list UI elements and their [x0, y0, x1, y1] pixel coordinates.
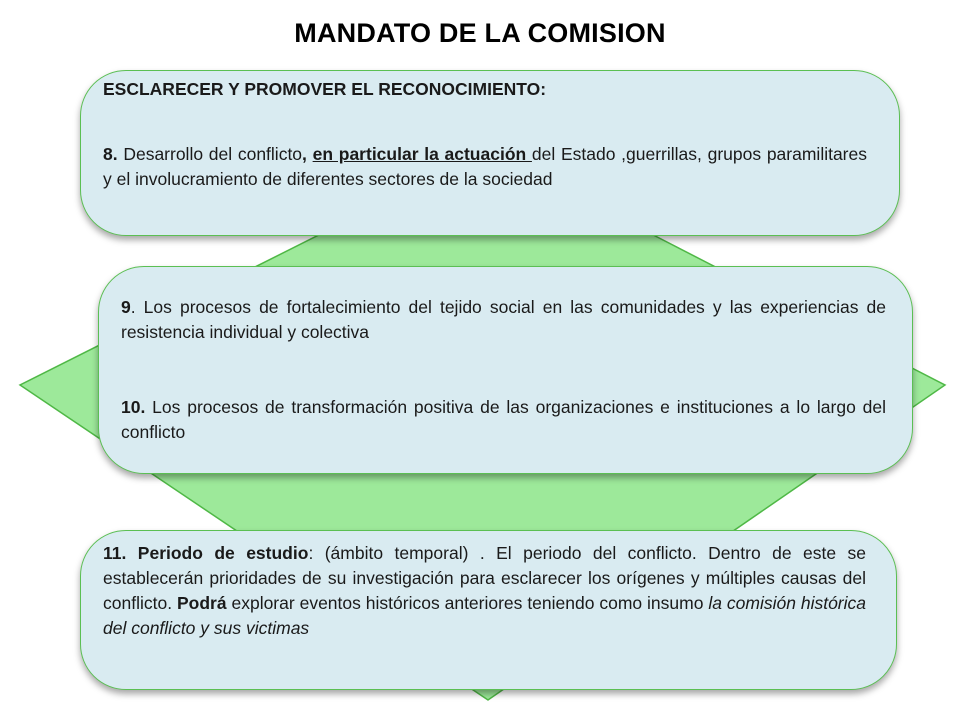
item-11-text-a: : (ámbito temporal) . El periodo del conflicto. Dentro de este se establecerán prioridades de su investigación para esclarecer los orígenes y múltiples causas del conflicto. [103, 543, 866, 613]
item-10-paragraph [121, 395, 886, 445]
item-8-number: 8. [103, 144, 118, 164]
item-11-text-b: explorar eventos históricos anteriores teniendo como insumo [226, 593, 709, 613]
item-11-italic: la comisión histórica del conflicto y sus victimas [103, 593, 867, 638]
item-8-underlined: en particular la actuación [312, 144, 532, 164]
item-9-paragraph [121, 295, 886, 345]
item-9-text: . Los procesos de fortalecimiento del tejido social en las comunidades y las experiencias de resistencia individual y colectiva [121, 297, 886, 342]
item-8-text-b: , [302, 144, 313, 164]
page-title: MANDATO DE LA COMISION [294, 18, 666, 48]
item-11-label: 11. Periodo de estudio [103, 543, 309, 563]
item-8-text-a: Desarrollo del conflicto [117, 144, 303, 164]
item-10-text: Los procesos de transformación positiva de las organizaciones e instituciones a lo largo del conflicto [121, 397, 886, 442]
item-11-paragraph [103, 541, 866, 641]
item-9-number: 9 [121, 297, 131, 317]
item-10-number: 10. [121, 397, 146, 417]
item-8-text-c: del Estado ,guerrillas, grupos paramilitares y el involucramiento de diferentes sectores de la sociedad [103, 144, 867, 189]
reconocimiento-box [80, 70, 900, 236]
reconocimiento-heading: ESCLARECER Y PROMOVER EL RECONOCIMIENTO: [103, 79, 547, 99]
box1-heading [103, 77, 867, 102]
item-8-paragraph [103, 142, 867, 192]
periodo-estudio-box [80, 530, 897, 690]
item-11-bold-word: Podrá [176, 593, 227, 613]
procesos-box [98, 266, 913, 474]
